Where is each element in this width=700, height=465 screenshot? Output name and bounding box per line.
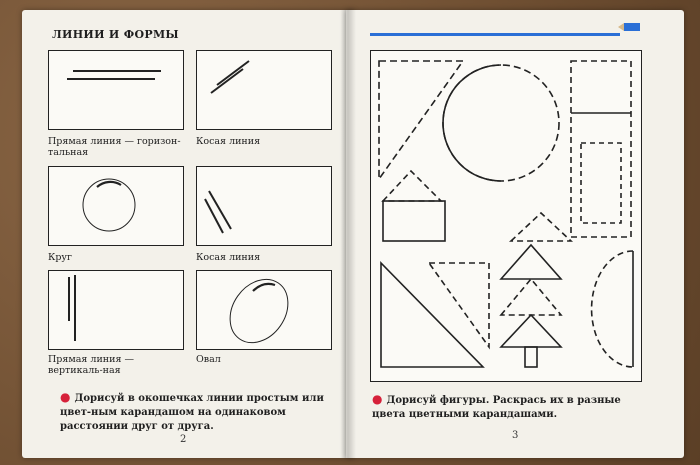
oblique-steep-lines-drawing — [197, 167, 331, 245]
left-instruction — [60, 390, 330, 434]
figures-drawing — [371, 51, 641, 381]
left-instruction-text: Дорисуй в окошечках линии простым или цвет-ным карандашом на одинаковом расстоянии друг от друга. — [60, 393, 324, 432]
book-spine — [340, 10, 356, 458]
exercise-box-horizontal — [48, 50, 184, 130]
exercise-box-circle — [48, 166, 184, 246]
page-number-left: 2 — [180, 434, 187, 445]
caption-vertical: Прямая линия — вертикаль-ная — [48, 354, 134, 376]
horizontal-lines-drawing — [49, 51, 183, 129]
caption-oblique-2: Косая линия — [196, 252, 261, 263]
bullet-icon: ● — [60, 390, 71, 404]
vertical-lines-drawing — [49, 271, 183, 349]
oblique-lines-drawing — [197, 51, 331, 129]
exercise-box-vertical — [48, 270, 184, 350]
accent-bar — [370, 33, 620, 36]
page-title: ЛИНИИ И ФОРМЫ — [52, 28, 179, 41]
pencil-icon — [618, 22, 640, 32]
right-instruction — [372, 392, 652, 422]
exercise-box-oblique-2 — [196, 166, 332, 246]
page-number-right: 3 — [512, 430, 519, 441]
circle-drawing — [49, 167, 183, 245]
caption-oblique-1: Косая линия — [196, 136, 261, 147]
figures-exercise-box — [370, 50, 642, 382]
caption-oval: Овал — [196, 354, 221, 365]
caption-horizontal: Прямая линия — горизон-тальная — [48, 136, 181, 158]
oval-drawing — [197, 271, 331, 349]
exercise-box-oblique-1 — [196, 50, 332, 130]
right-instruction-text: Дорисуй фигуры. Раскрась их в разные цвета цветными карандашами. — [372, 395, 621, 420]
caption-circle: Круг — [48, 252, 73, 263]
bullet-icon: ● — [372, 392, 383, 406]
exercise-box-oval — [196, 270, 332, 350]
